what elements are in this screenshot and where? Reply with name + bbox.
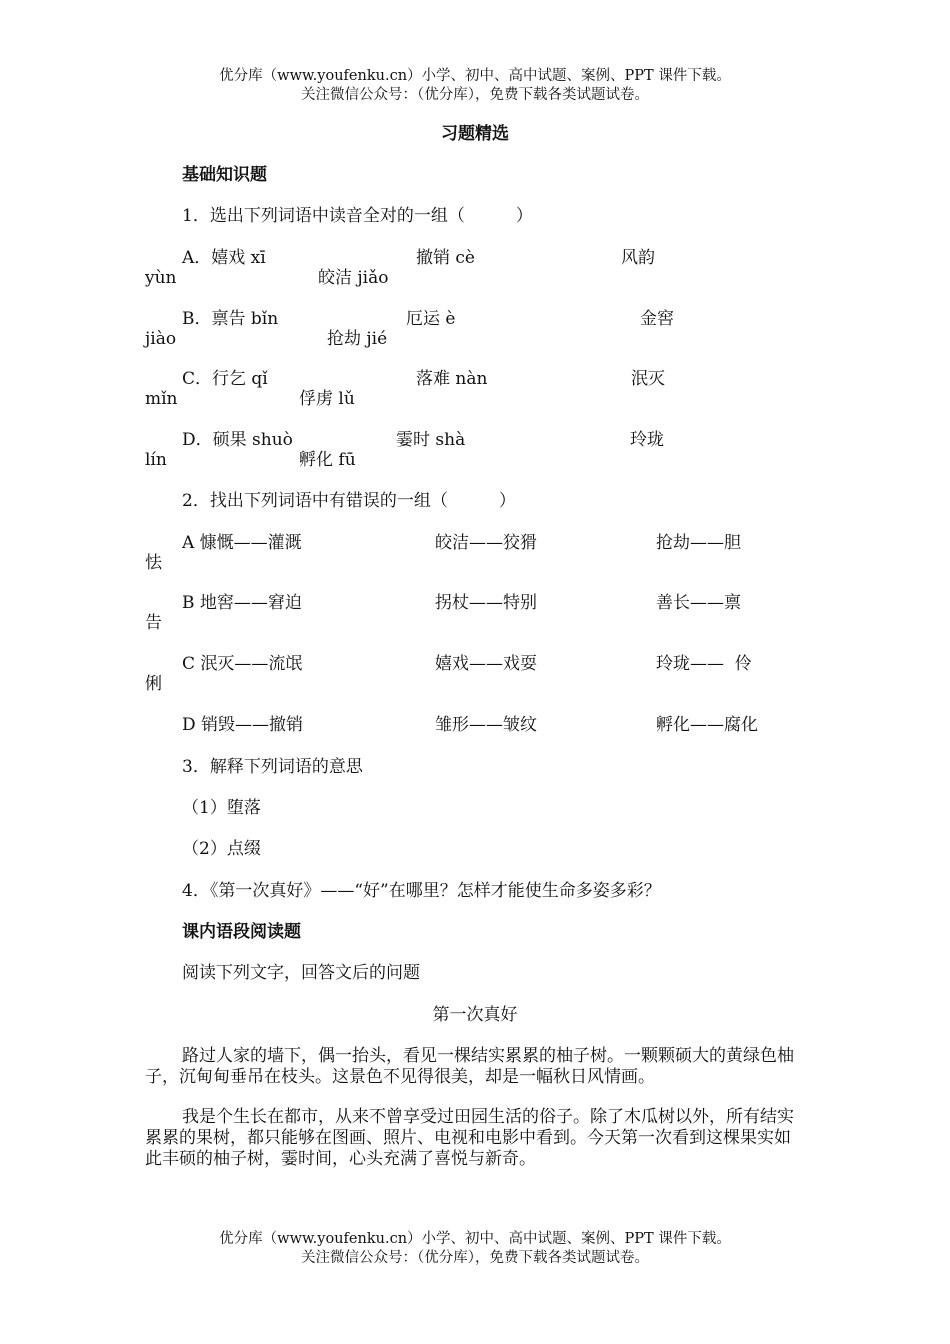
q1-option-b-word4: 抢劫 jié xyxy=(327,329,388,349)
q1-option-a-word4: 皎洁 jiǎo xyxy=(318,268,389,288)
q2-option-c-col2: 嬉戏——戏耍 xyxy=(435,654,537,674)
q2-option-a-wrap: 怯 xyxy=(145,553,162,573)
q2-stem: 2．找出下列词语中有错误的一组（ ） xyxy=(182,491,516,511)
q2-option-a-col2: 皎洁——狡猾 xyxy=(435,533,537,553)
q1-option-c: C．行乞 qǐ xyxy=(182,369,268,389)
q3-item-1: （1）堕落 xyxy=(182,798,261,818)
header-line-1: 优分库（www.youfenku.cn）小学、初中、高中试题、案例、PPT 课件下载。 xyxy=(219,68,731,84)
q2-option-b-col3: 善长——禀 xyxy=(656,593,741,613)
q2-option-a-col1: A 慷慨——灌溉 xyxy=(182,533,302,553)
page-title: 习题精选 xyxy=(441,124,509,144)
q2-option-c-col1: C 泯灭——流氓 xyxy=(182,654,303,674)
section-basic-heading: 基础知识题 xyxy=(182,165,267,185)
q1-option-c-wrap: mǐn xyxy=(145,389,178,409)
q3-stem: 3．解释下列词语的意思 xyxy=(182,757,363,777)
q1-option-d-word3: 玲珑 xyxy=(630,430,664,450)
q2-option-d-col1: D 销毁——撤销 xyxy=(182,715,304,735)
q2-option-c-col3: 玲珑—— 伶 xyxy=(656,654,752,674)
q1-option-c-word2: 落难 nàn xyxy=(416,369,488,389)
passage-paragraph-1: 路过人家的墙下，偶一抬头，看见一棵结实累累的柚子树。一颗颗硕大的黄绿色柚子，沉甸甸垂吊在枝头。这景色不见得很美，却是一幅秋日风情画。 xyxy=(145,1046,794,1087)
q1-option-c-word3: 泯灭 xyxy=(631,369,665,389)
passage-paragraph-2: 我是个生长在都市，从来不曾享受过田园生活的俗子。除了木瓜树以外，所有结实累累的果树，都只能够在图画、照片、电视和电影中看到。今天第一次看到这棵果实如此丰硕的柚子树，霎时间，心头充满了喜悦与新奇。 xyxy=(145,1107,794,1169)
passage-title: 第一次真好 xyxy=(432,1005,518,1025)
q2-option-b-col1: B 地窖——窘迫 xyxy=(182,593,302,613)
reading-intro: 阅读下列文字，回答文后的问题 xyxy=(182,963,420,983)
q2-option-b-wrap: 告 xyxy=(145,613,162,633)
q1-option-b: B．禀告 bǐn xyxy=(182,309,279,329)
q1-stem: 1．选出下列词语中读音全对的一组（ ） xyxy=(182,206,533,226)
q4-stem: 4．《第一次真好》——“好”在哪里？怎样才能使生命多姿多彩？ xyxy=(182,881,661,901)
footer-line-1: 优分库（www.youfenku.cn）小学、初中、高中试题、案例、PPT 课件下载。 xyxy=(219,1231,731,1247)
q1-option-a-word2: 撤销 cè xyxy=(416,248,475,268)
q2-option-d-col3: 孵化——腐化 xyxy=(656,715,758,735)
q1-option-a-wrap: yùn xyxy=(145,268,177,288)
q1-option-a-word3: 风韵 xyxy=(621,248,655,268)
footer-line-2: 关注微信公众号：（优分库），免费下载各类试题试卷。 xyxy=(301,1250,649,1266)
q1-option-a: A．嬉戏 xī xyxy=(182,248,266,268)
q1-option-d-wrap: lín xyxy=(145,450,167,470)
q3-item-2: （2）点缀 xyxy=(182,839,261,859)
q1-option-b-wrap: jiào xyxy=(145,329,177,349)
section-reading-heading: 课内语段阅读题 xyxy=(182,922,301,942)
q1-option-d: D．硕果 shuò xyxy=(182,430,293,450)
q2-option-c-wrap: 俐 xyxy=(145,674,162,694)
q2-option-a-col3: 抢劫——胆 xyxy=(656,533,741,553)
q1-option-b-word2: 厄运 è xyxy=(406,309,456,329)
q1-option-b-word3: 金窖 xyxy=(640,309,674,329)
q1-option-d-word2: 霎时 shà xyxy=(396,430,466,450)
header-line-2: 关注微信公众号：（优分库），免费下载各类试题试卷。 xyxy=(301,87,649,103)
q1-option-d-word4: 孵化 fū xyxy=(299,450,356,470)
q2-option-b-col2: 拐杖——特别 xyxy=(435,593,537,613)
q1-option-c-word4: 俘虏 lǔ xyxy=(299,389,355,409)
q2-option-d-col2: 雏形——皱纹 xyxy=(435,715,537,735)
